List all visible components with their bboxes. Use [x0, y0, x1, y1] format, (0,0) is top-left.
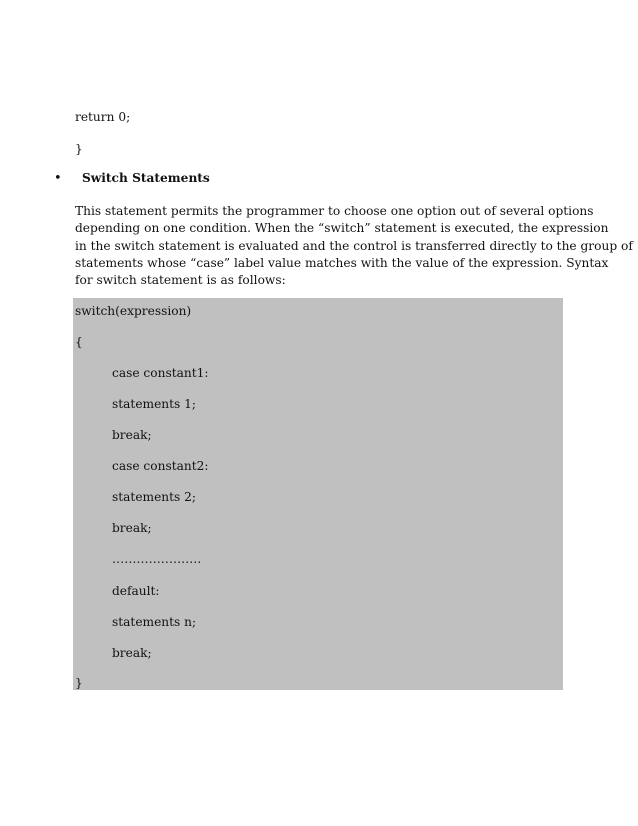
paragraph-line: depending on one condition. When the “switch” statement is executed, the expression [75, 221, 609, 236]
closing-brace: } [75, 142, 83, 156]
code-line: case constant2: [112, 459, 209, 473]
code-line: } [75, 676, 83, 690]
paragraph-line: in the switch statement is evaluated and the control is transferred directly to the group of [75, 238, 633, 253]
code-line: { [75, 335, 83, 349]
code-line: case constant1: [112, 366, 209, 380]
paragraph-line: This statement permits the programmer to choose one option out of several options [75, 204, 594, 218]
bullet-icon: • [54, 171, 62, 186]
code-line: statements 1; [112, 397, 197, 411]
code-line: break; [112, 521, 152, 535]
code-line: switch(expression) [75, 304, 192, 318]
paragraph-line: statements whose “case” label value matches with the value of the expression. Syntax [75, 255, 609, 270]
code-line: break; [112, 646, 152, 660]
code-line: statements n; [112, 615, 197, 629]
code-line: …………………. [112, 552, 202, 566]
code-line: statements 2; [112, 490, 197, 504]
code-line: default: [112, 584, 160, 598]
section-heading: Switch Statements [82, 171, 210, 185]
description-paragraph [75, 203, 633, 289]
code-line: break; [112, 428, 152, 442]
paragraph-line: for switch statement is as follows: [75, 273, 286, 288]
code-block [73, 298, 563, 690]
return-statement: return 0; [75, 110, 131, 124]
